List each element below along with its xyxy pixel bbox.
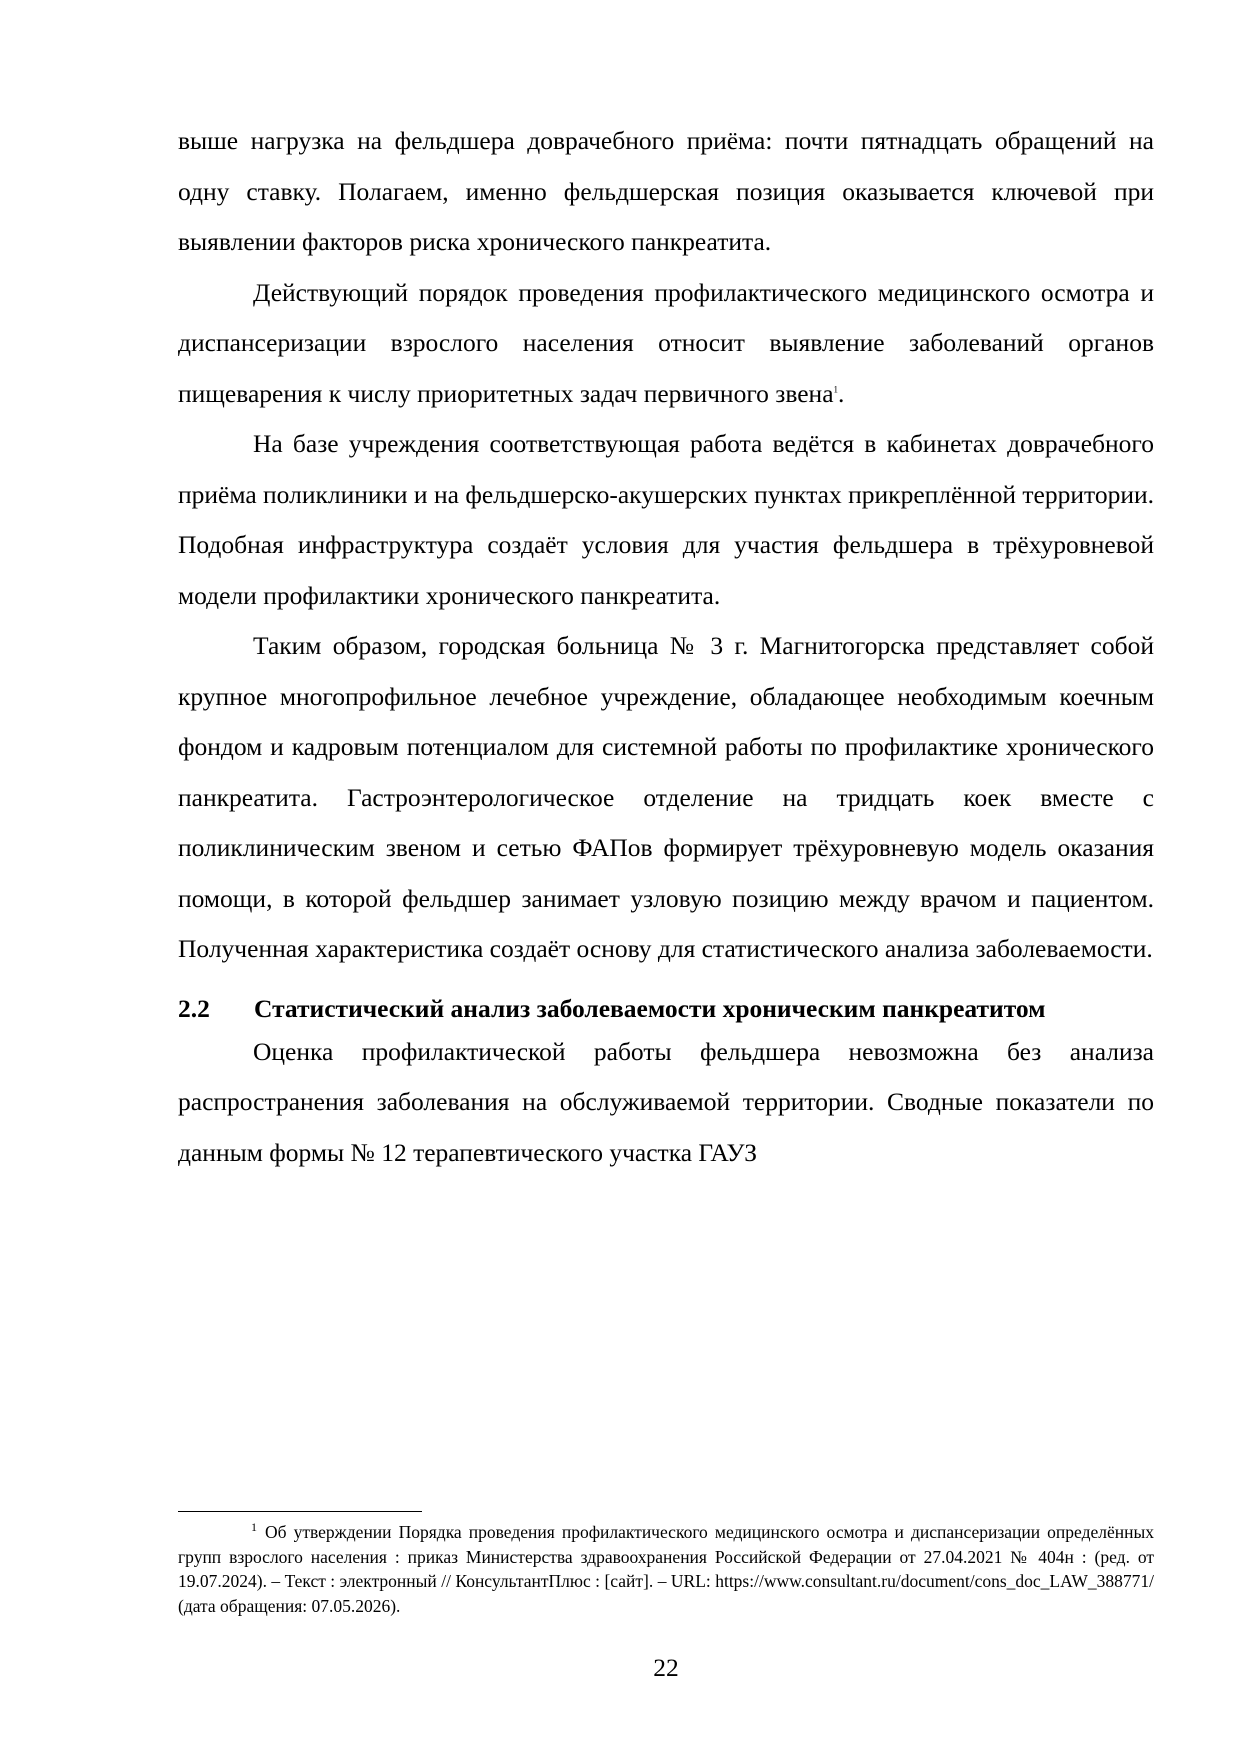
paragraph-2-end: . xyxy=(838,378,845,408)
section-number: 2.2 xyxy=(178,993,210,1023)
footnote-separator xyxy=(178,1511,422,1512)
page-number: 22 xyxy=(653,1653,679,1682)
paragraph-4: Таким образом, городская больница № 3 г. Магнитогорска представляет собой крупное многопрофильное лечебное учреждение, обладающее необходимым коечным фондом и кадровым потенциалом для системной работы по профилактике хронического панкреатита. Гастроэнтерологическое отделение на тридцать коек вместе с поликлиническим звеном и сетью ФАПов формирует трёхуровневую модель оказания помощи, в которой фельдшер занимает узловую позицию между врачом и пациентом. Полученная характеристика создаёт основу для статистического анализа заболеваемости. xyxy=(178,631,1154,963)
paragraph-5: Оценка профилактической работы фельдшера невозможна без анализа распространения заболевания на обслуживаемой территории. Сводные показатели по данным формы № 12 терапевтического участка ГАУЗ xyxy=(178,1036,1154,1167)
paragraph-3: На базе учреждения соответствующая работа ведётся в кабинетах доврачебного приёма поликлиники и на фельдшерско-акушерских пунктах прикреплённой территории. Подобная инфраструктура создаёт условия для участия фельдшера в трёхуровневой модели профилактики хронического панкреатита. xyxy=(178,429,1154,610)
footnote-reference[interactable]: 1 xyxy=(833,384,839,394)
section-title: Статистический анализ заболеваемости хроническим панкреатитом xyxy=(254,993,1046,1023)
main-text xyxy=(178,116,1154,1178)
section-heading xyxy=(178,991,1154,1027)
footnote-text: Об утверждении Порядка проведения профилактического медицинского осмотра и диспансеризации определённых групп взрослого населения : приказ Министерства здравоохранения Российской Федерации от 27.04.2021 № 404н : (ред. от 19.07.2024). – Текст : электронный // КонсультантПлюс : [сайт]. – URL: https://www.consultant.ru/document/cons_doc_LAW_388771/ (дата обращения: 07.05.2026). xyxy=(178,1522,1154,1616)
footnote xyxy=(178,1520,1154,1618)
footnote-marker: 1 xyxy=(251,1520,257,1535)
paragraph-1: выше нагрузка на фельдшера доврачебного приёма: почти пятнадцать обращений на одну ставку. Полагаем, именно фельдшерская позиция оказывается ключевой при выявлении факторов риска хронического панкреатита. xyxy=(178,126,1154,256)
paragraph-2 xyxy=(178,268,1154,420)
paragraph-2-text: Действующий порядок проведения профилактического медицинского осмотра и диспансеризации взрослого населения относит выявление заболеваний органов пищеварения к числу приоритетных задач первичного звена xyxy=(178,277,1154,408)
